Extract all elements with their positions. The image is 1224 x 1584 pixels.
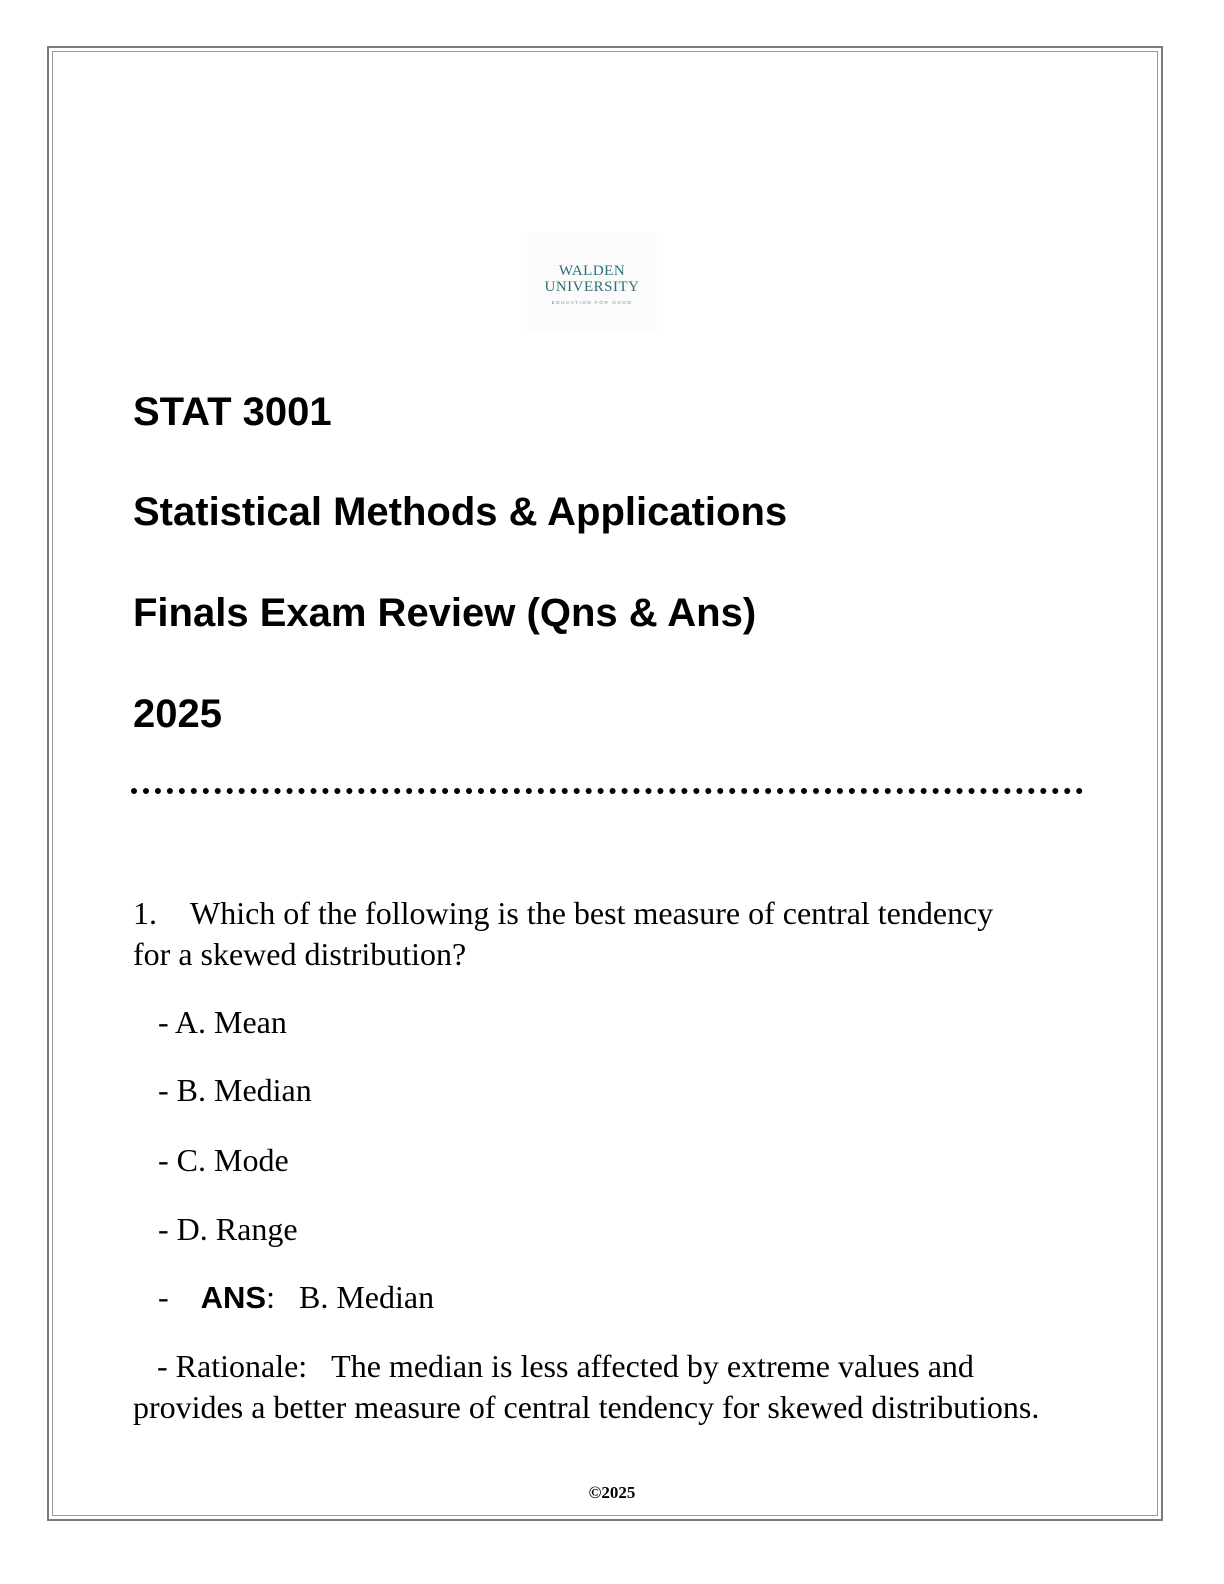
document-type: Finals Exam Review (Qns & Ans) [133,591,757,635]
document-year: 2025 [133,692,222,736]
option-a: - A. Mean [158,1004,287,1040]
copyright-footer: ©2025 [588,1483,636,1502]
logo-line-university: UNIVERSITY [544,279,640,295]
option-c: - C. Mode [158,1142,289,1178]
dotted-divider [131,788,1083,794]
logo-line-walden: WALDEN [558,263,626,279]
walden-university-logo [527,233,657,331]
logo-tagline: EDUCATION FOR GOOD [551,300,633,305]
option-b: - B. Median [158,1072,312,1108]
answer-colon: : [266,1279,275,1315]
course-code: STAT 3001 [133,390,332,434]
question-1 [133,893,1033,975]
answer-line [158,1277,434,1318]
course-title: Statistical Methods & Applications [133,490,788,534]
rationale-label: - Rationale: [157,1348,308,1384]
answer-label: ANS [200,1280,267,1315]
question-number: 1. [133,895,157,931]
answer-prefix: - [158,1279,169,1315]
option-d: - D. Range [158,1211,298,1247]
question-text: Which of the following is the best measure of central tendency for a skewed distribution? [133,895,994,972]
rationale-text: The median is less affected by extreme values and provides a better measure of central tendency for skewed distributions. [133,1348,1040,1425]
rationale [133,1346,1053,1428]
answer-value: B. Median [299,1279,435,1315]
